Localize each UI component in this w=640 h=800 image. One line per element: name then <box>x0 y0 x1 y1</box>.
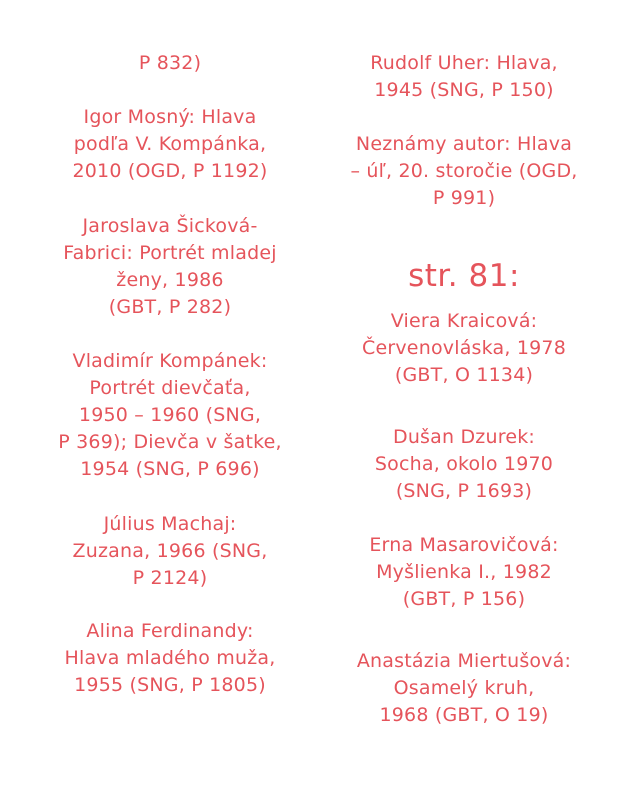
caption-line: 1950 – 1960 (SNG, <box>78 404 262 426</box>
caption-line: (GBT, P 282) <box>108 296 232 318</box>
caption-line: Alina Ferdinandy: <box>86 620 254 642</box>
caption-entry-miertusova <box>324 648 604 729</box>
caption-line: ženy, 1986 <box>116 269 224 291</box>
caption-line: P 369); Dievča v šatke, <box>58 431 282 453</box>
caption-line: P 832) <box>138 52 202 74</box>
caption-line: Rudolf Uher: Hlava, <box>370 52 558 74</box>
caption-line: Jaroslava Šicková- <box>82 215 258 237</box>
caption-line: (GBT, O 1134) <box>394 364 534 386</box>
caption-line: Igor Mosný: Hlava <box>83 106 257 128</box>
caption-line: 2010 (OGD, P 1192) <box>72 160 268 182</box>
caption-line: podľa V. Kompánka, <box>73 133 267 155</box>
caption-entry-p832 <box>30 50 310 77</box>
caption-entry-neznamy-autor <box>324 131 604 212</box>
caption-line: Červenovláska, 1978 <box>362 337 566 359</box>
caption-line: 1968 (GBT, O 19) <box>379 704 549 726</box>
caption-entry-sickova <box>30 213 310 321</box>
caption-entry-dzurek <box>324 424 604 505</box>
caption-line: 1945 (SNG, P 150) <box>374 79 554 101</box>
caption-entry-kraicova <box>324 308 604 389</box>
caption-line: – úľ, 20. storočie (OGD, <box>350 160 578 182</box>
caption-entry-mosny <box>30 104 310 185</box>
caption-line: Zuzana, 1966 (SNG, <box>72 540 268 562</box>
caption-line: Hlava mladého muža, <box>64 647 276 669</box>
caption-line: (SNG, P 1693) <box>395 480 533 502</box>
caption-line: 1954 (SNG, P 696) <box>80 458 260 480</box>
caption-entry-machaj <box>30 511 310 592</box>
caption-line: Dušan Dzurek: <box>392 426 536 448</box>
caption-line: Osamelý kruh, <box>393 677 535 699</box>
caption-line: Portrét dievčaťa, <box>89 377 251 399</box>
caption-line: Viera Kraicová: <box>390 310 538 332</box>
caption-entry-kompanek <box>30 348 310 483</box>
caption-line: Július Machaj: <box>103 513 237 535</box>
caption-entry-ferdinandy <box>30 618 310 699</box>
caption-entry-uher <box>324 50 604 104</box>
caption-line: Socha, okolo 1970 <box>374 453 554 475</box>
page-heading-str-81: str. 81: <box>408 258 520 294</box>
caption-line: Fabrici: Portrét mladej <box>63 242 277 264</box>
caption-line: P 991) <box>432 187 496 209</box>
caption-line: Neznámy autor: Hlava <box>355 133 573 155</box>
caption-line: Erna Masarovičová: <box>369 534 559 556</box>
caption-entry-masarovicova <box>324 532 604 613</box>
caption-line: (GBT, P 156) <box>402 588 526 610</box>
caption-line: Vladimír Kompánek: <box>72 350 268 372</box>
caption-line: Myšlienka I., 1982 <box>376 561 552 583</box>
caption-line: 1955 (SNG, P 1805) <box>74 674 266 696</box>
caption-line: P 2124) <box>132 567 208 589</box>
caption-line: Anastázia Miertušová: <box>356 650 572 672</box>
